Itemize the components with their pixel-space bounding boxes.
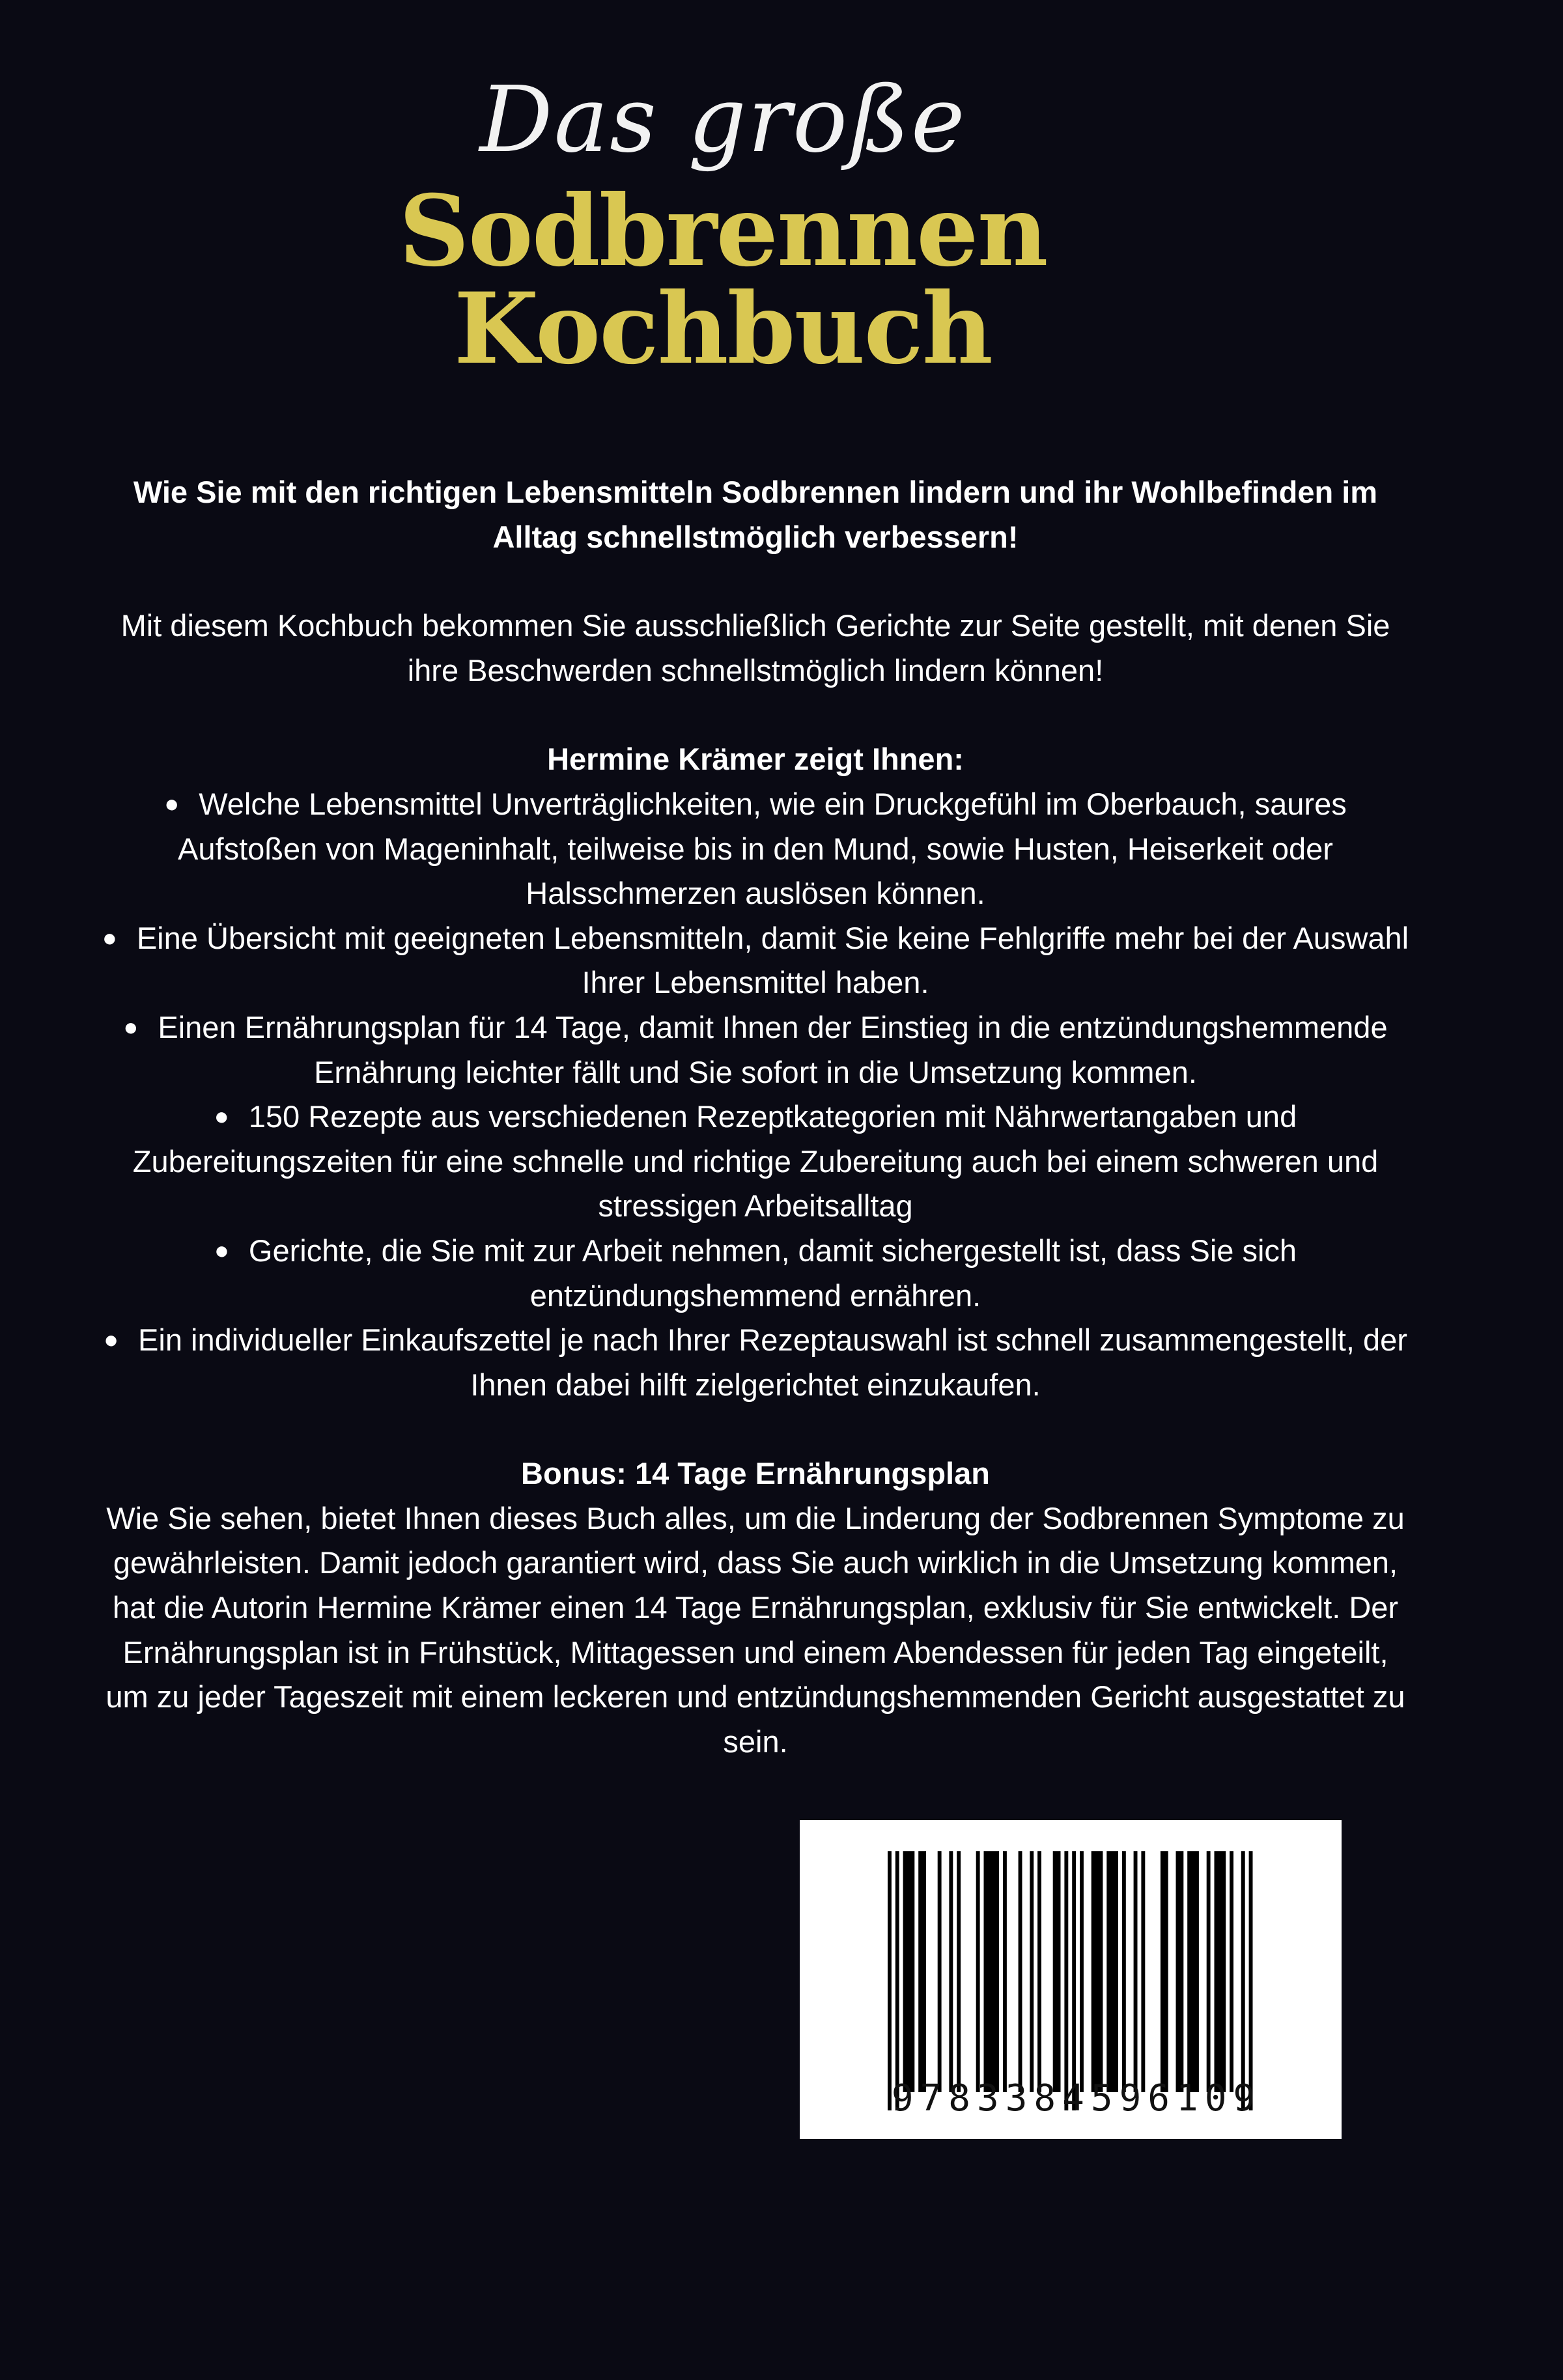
barcode-bar [903, 1851, 915, 2092]
barcode-bar [1091, 1851, 1103, 2092]
bullet-icon: ● [214, 1103, 229, 1131]
barcode-bar [1230, 1851, 1233, 2092]
barcode-bar [1053, 1851, 1061, 2092]
feature-text: Einen Ernährungsplan für 14 Tage, damit Ihnen der Einstieg in die entzündungshemmende Ernährung leichter fällt und Sie sofort in die Umsetzung kommen. [158, 1009, 1388, 1089]
blurb-headline: Wie Sie mit den richtigen Lebensmitteln Sodbrennen lindern und ihr Wohlbefinden im Alltag schnellstmöglich verbessern! [133, 475, 1378, 554]
barcode-bar [1249, 1851, 1253, 2110]
barcode-bar [1064, 1851, 1068, 2110]
barcode-bar [1072, 1851, 1076, 2110]
title-line-2: Kochbuch [454, 272, 992, 386]
barcode-bar [918, 1851, 926, 2092]
barcode-bar [1080, 1851, 1084, 2092]
feature-list [98, 782, 1413, 1407]
feature-item [98, 916, 1413, 1005]
bonus-heading: Bonus: 14 Tage Ernährungsplan [521, 1456, 990, 1491]
title-line-1: Sodbrennen [399, 174, 1047, 288]
barcode-bar [938, 1851, 942, 2092]
feature-item [98, 1318, 1413, 1407]
blurb [98, 470, 1413, 1764]
feature-item [98, 1229, 1413, 1318]
barcode-bar [888, 1851, 892, 2110]
barcode-bar [1161, 1851, 1168, 2092]
isbn-digits: 9783384596109 [891, 2077, 1262, 2120]
isbn-barcode [800, 1820, 1342, 2139]
barcode-bar [895, 1851, 899, 2110]
barcode-bar [1241, 1851, 1245, 2110]
blurb-intro: Mit diesem Kochbuch bekommen Sie ausschließlich Gerichte zur Seite gestellt, mit denen Sie ihre Beschwerden schnellstmöglich lindern können! [120, 608, 1390, 688]
barcode-bar [957, 1851, 961, 2092]
barcode-bar [984, 1851, 1000, 2092]
bullet-icon: ● [214, 1237, 229, 1265]
feature-text: 150 Rezepte aus verschiedenen Rezeptkategorien mit Nährwertangaben und Zubereitungszeiten für eine schnelle und richtige Zubereitung auch bei einem schweren und stressigen Arbeitsalltag [132, 1099, 1379, 1224]
barcode-bar [1106, 1851, 1118, 2092]
script-title: Das große [479, 67, 966, 173]
feature-text: Welche Lebensmittel Unverträglichkeiten, wie ein Druckgefühl im Oberbauch, saures Aufstoßen von Mageninhalt, teilweise bis in den Mund, sowie Husten, Heiserkeit oder Halsschmerzen auslösen können. [178, 786, 1347, 911]
barcode-bar [1019, 1851, 1022, 2092]
barcode-bar [949, 1851, 953, 2092]
bullet-icon: ● [104, 1326, 119, 1354]
bullet-icon: ● [102, 924, 117, 952]
barcode-bar [1122, 1851, 1126, 2092]
barcode-bar [1037, 1851, 1041, 2092]
author-heading: Hermine Krämer zeigt Ihnen: [547, 742, 964, 777]
barcode-bar [1030, 1851, 1034, 2092]
feature-text: Ein individueller Einkaufszettel je nach Ihrer Rezeptauswahl ist schnell zusammengestellt, der Ihnen dabei hilft zielgerichtet einzukaufen. [138, 1323, 1407, 1402]
barcode-bar [1215, 1851, 1226, 2092]
bullet-icon: ● [164, 790, 180, 818]
feature-item [98, 1005, 1413, 1095]
feature-text: Gerichte, die Sie mit zur Arbeit nehmen, damit sichergestellt ist, dass Sie sich entzündungshemmend ernähren. [248, 1233, 1297, 1313]
bonus-text: Wie Sie sehen, bietet Ihnen dieses Buch alles, um die Linderung der Sodbrennen Symptome zu gewährleisten. Damit jedoch garantiert wird, dass Sie auch wirklich in die Umsetzung kommen, hat die Autorin Hermine Krämer einen 14 Tage Ernährungsplan, exklusiv für Sie entwickelt. Der Ernährungsplan ist in Frühstück, Mittagessen und einem Abendessen für jeden Tag eingeteilt, um zu jeder Tageszeit mit einem leckeren und entzündungshemmenden Gericht ausgestattet zu sein. [106, 1500, 1405, 1759]
feature-text: Eine Übersicht mit geeigneten Lebensmitteln, damit Sie keine Fehlgriffe mehr bei der Auswahl Ihrer Lebensmittel haben. [136, 920, 1409, 1000]
barcode-bar [1134, 1851, 1138, 2092]
barcode-bar [1207, 1851, 1211, 2092]
barcode-bar [1003, 1851, 1007, 2092]
feature-item [98, 1095, 1413, 1229]
barcode-bar [1141, 1851, 1145, 2092]
feature-item [98, 782, 1413, 916]
barcode-bar [1176, 1851, 1184, 2092]
title-block [0, 59, 1446, 386]
bullet-icon: ● [123, 1013, 139, 1041]
barcode-bar [1187, 1851, 1199, 2092]
barcode-bar [976, 1851, 980, 2092]
